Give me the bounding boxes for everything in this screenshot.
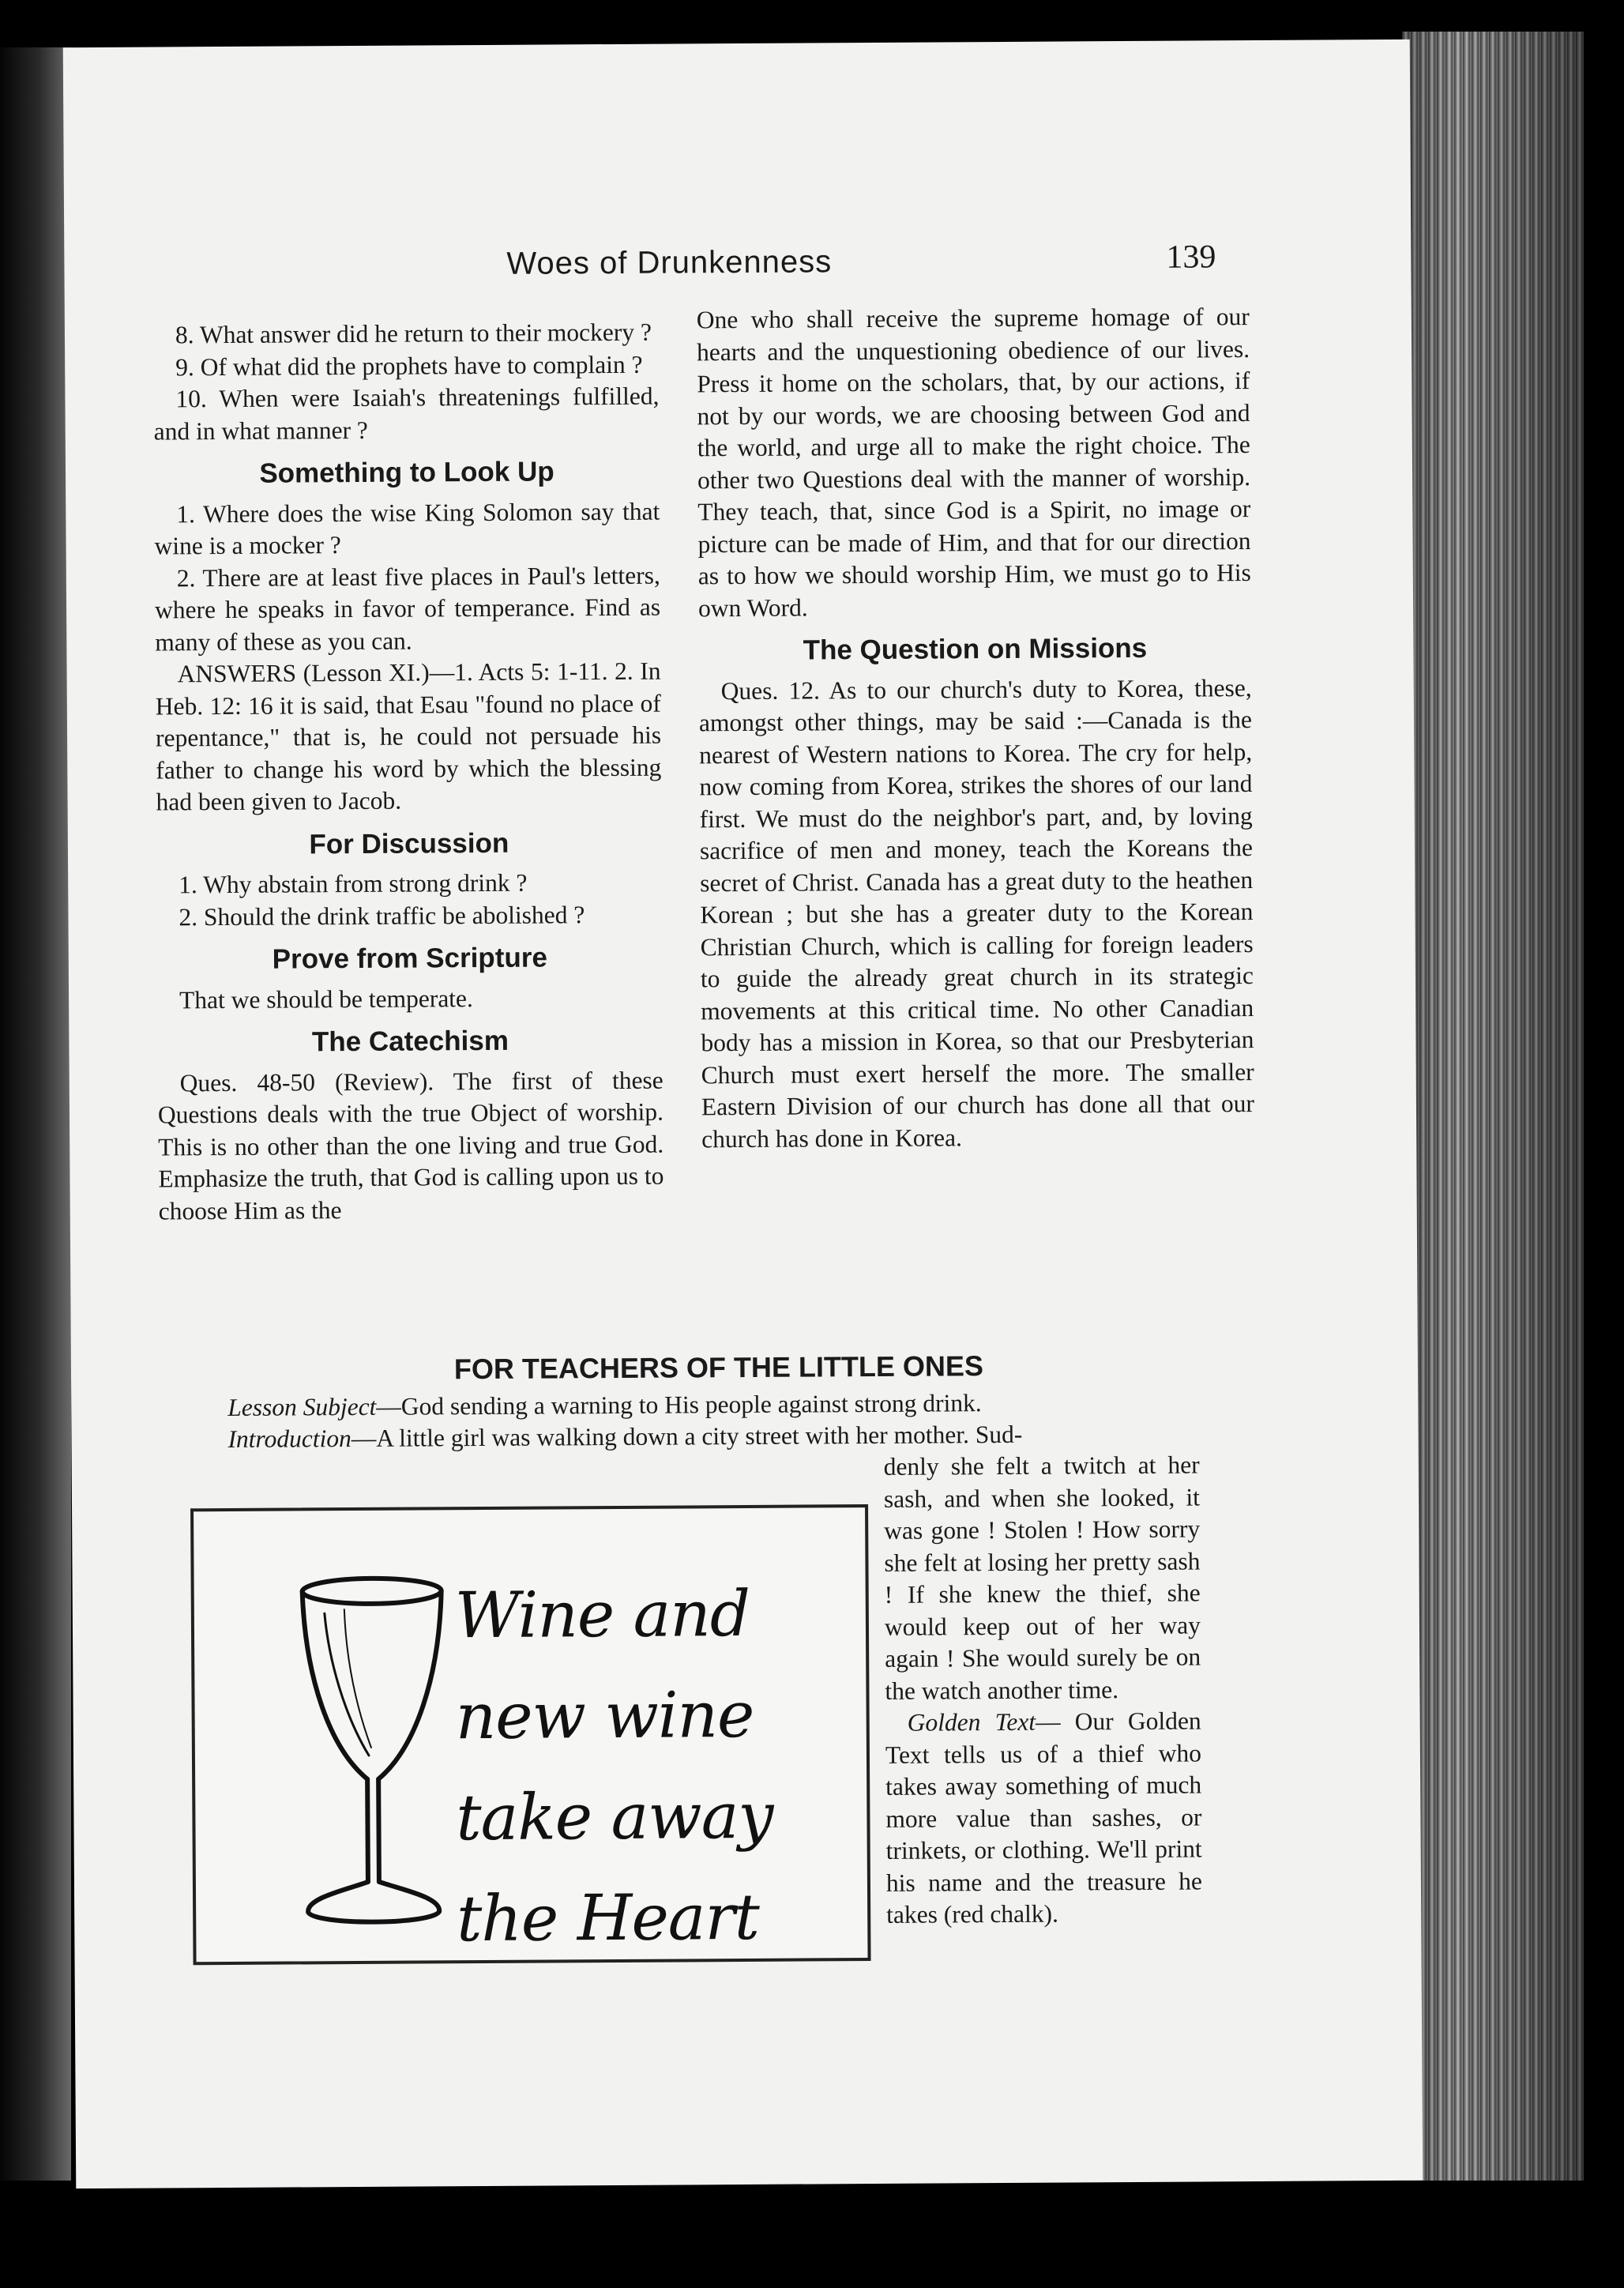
intro-continuation: denly she felt a twitch at her sash, and when she looked, it was gone ! Stolen ! How sorry she felt at losing her pretty sash ! If she knew the thief, she would keep out of her way again ! She would surely be on the watch another time. (883, 1451, 1201, 1705)
discussion-heading: For Discussion (309, 827, 509, 860)
intro-label: Introduction (227, 1424, 351, 1453)
golden-text-paragraph (885, 1705, 1203, 1931)
illustration-panel (190, 1504, 871, 1965)
look-up-heading: Something to Look Up (259, 456, 554, 489)
book-page (63, 40, 1423, 2188)
left-column (153, 317, 664, 1228)
missions-text: Ques. 12. As to our church's duty to Korea, these, amongst other things, may be said :—Canada is the nearest of Western nations to Korea. The cry for help, now coming from Korea, strikes the shores of our land first. We must do the neighbor's part, and, by loving sacrifice of men and money, teach the Koreans the secret of Christ. Canada has a great duty to the heathen Korean ; but she has a greater duty to the Korean Christian Church, which is calling for foreign leaders to guide the already great church in its strategic movements at this critical time. No other Canadian body has a mission in Korea, so that our Presbyterian Church must exert herself the more. The smaller Eastern Division of our church has done all that our church has done in Korea. (698, 673, 1255, 1153)
illustration-lettering (454, 1563, 859, 1970)
right-column (697, 301, 1255, 1155)
intro-text: —A little girl was walking down a city street with her mother. Sud- (351, 1420, 1023, 1453)
discussion-item-2: 2. Should the drink traffic be abolished ? (179, 900, 585, 931)
golden-text-body: — Our Golden Text tells us of a thief who takes away something of much more value than sashes, or trinkets, or clothing. We'll print his name and the treasure he takes (red chalk). (885, 1707, 1203, 1929)
page-number: 139 (1166, 239, 1216, 276)
left-page-edge (0, 47, 71, 2181)
prove-heading: Prove from Scripture (272, 942, 547, 975)
teachers-side-column (884, 1449, 1203, 1931)
question-9: 9. Of what did the prophets have to complain ? (175, 350, 643, 381)
teachers-heading: FOR TEACHERS OF THE LITTLE ONES (453, 1349, 984, 1386)
lesson-label: Lesson Subject (227, 1392, 377, 1421)
look-up-item-2: 2. There are at least five places in Paul's letters, where he speaks in favor of temperance. Find as many of these as you can. (154, 561, 661, 657)
catechism-continuation: One who shall receive the supreme homage of our hearts and the unquestioning obedience of our lives. Press it home on the scholars, that, by our actions, if not by our words, we are choosing between God and the world, and urge all to make the right choice. The other two Questions deal with the manner of worship. They teach, that, since God is a Spirit, no image or picture can be made of Him, and that for our direction as to how we should worship Him, we must go to His own Word. (696, 303, 1251, 622)
prove-text: That we should be temperate. (179, 984, 473, 1014)
question-10: 10. When were Isaiah's threatenings fulfilled, and in what manner ? (153, 382, 660, 446)
wine-glass-icon (288, 1565, 457, 1929)
illustration-line-2: new wine (455, 1677, 754, 1754)
look-up-item-1: 1. Where does the wise King Solomon say that wine is a mocker ? (154, 497, 660, 560)
catechism-text: Ques. 48-50 (Review). The first of these Questions deals with the true Object of worship. This is no other than the one living and true God. Emphasize the truth, that God is calling upon us to choose Him as the (157, 1066, 664, 1225)
answers-paragraph: ANSWERS (Lesson XI.)—1. Acts 5: 1-11. 2. In Heb. 12: 16 it is said, that Esau "found no place of repentance," that is, he could not persuade his father to change his word by which the blessing had been given to Jacob. (155, 657, 662, 816)
running-title: Woes of Drunkenness (506, 244, 833, 281)
illustration-line-1: Wine and (454, 1576, 750, 1653)
missions-heading: The Question on Missions (803, 632, 1148, 666)
illustration-line-4: the Heart (456, 1880, 760, 1956)
golden-text-label: Golden Text (907, 1707, 1036, 1737)
illustration-line-3: take away (456, 1778, 773, 1855)
discussion-item-1: 1. Why abstain from strong drink ? (179, 868, 528, 899)
question-8: 8. What answer did he return to their mockery ? (175, 318, 652, 349)
book-page-stack (1402, 32, 1584, 2181)
catechism-heading: The Catechism (311, 1025, 509, 1058)
lesson-text: —God sending a warning to His people against strong drink. (376, 1389, 982, 1421)
